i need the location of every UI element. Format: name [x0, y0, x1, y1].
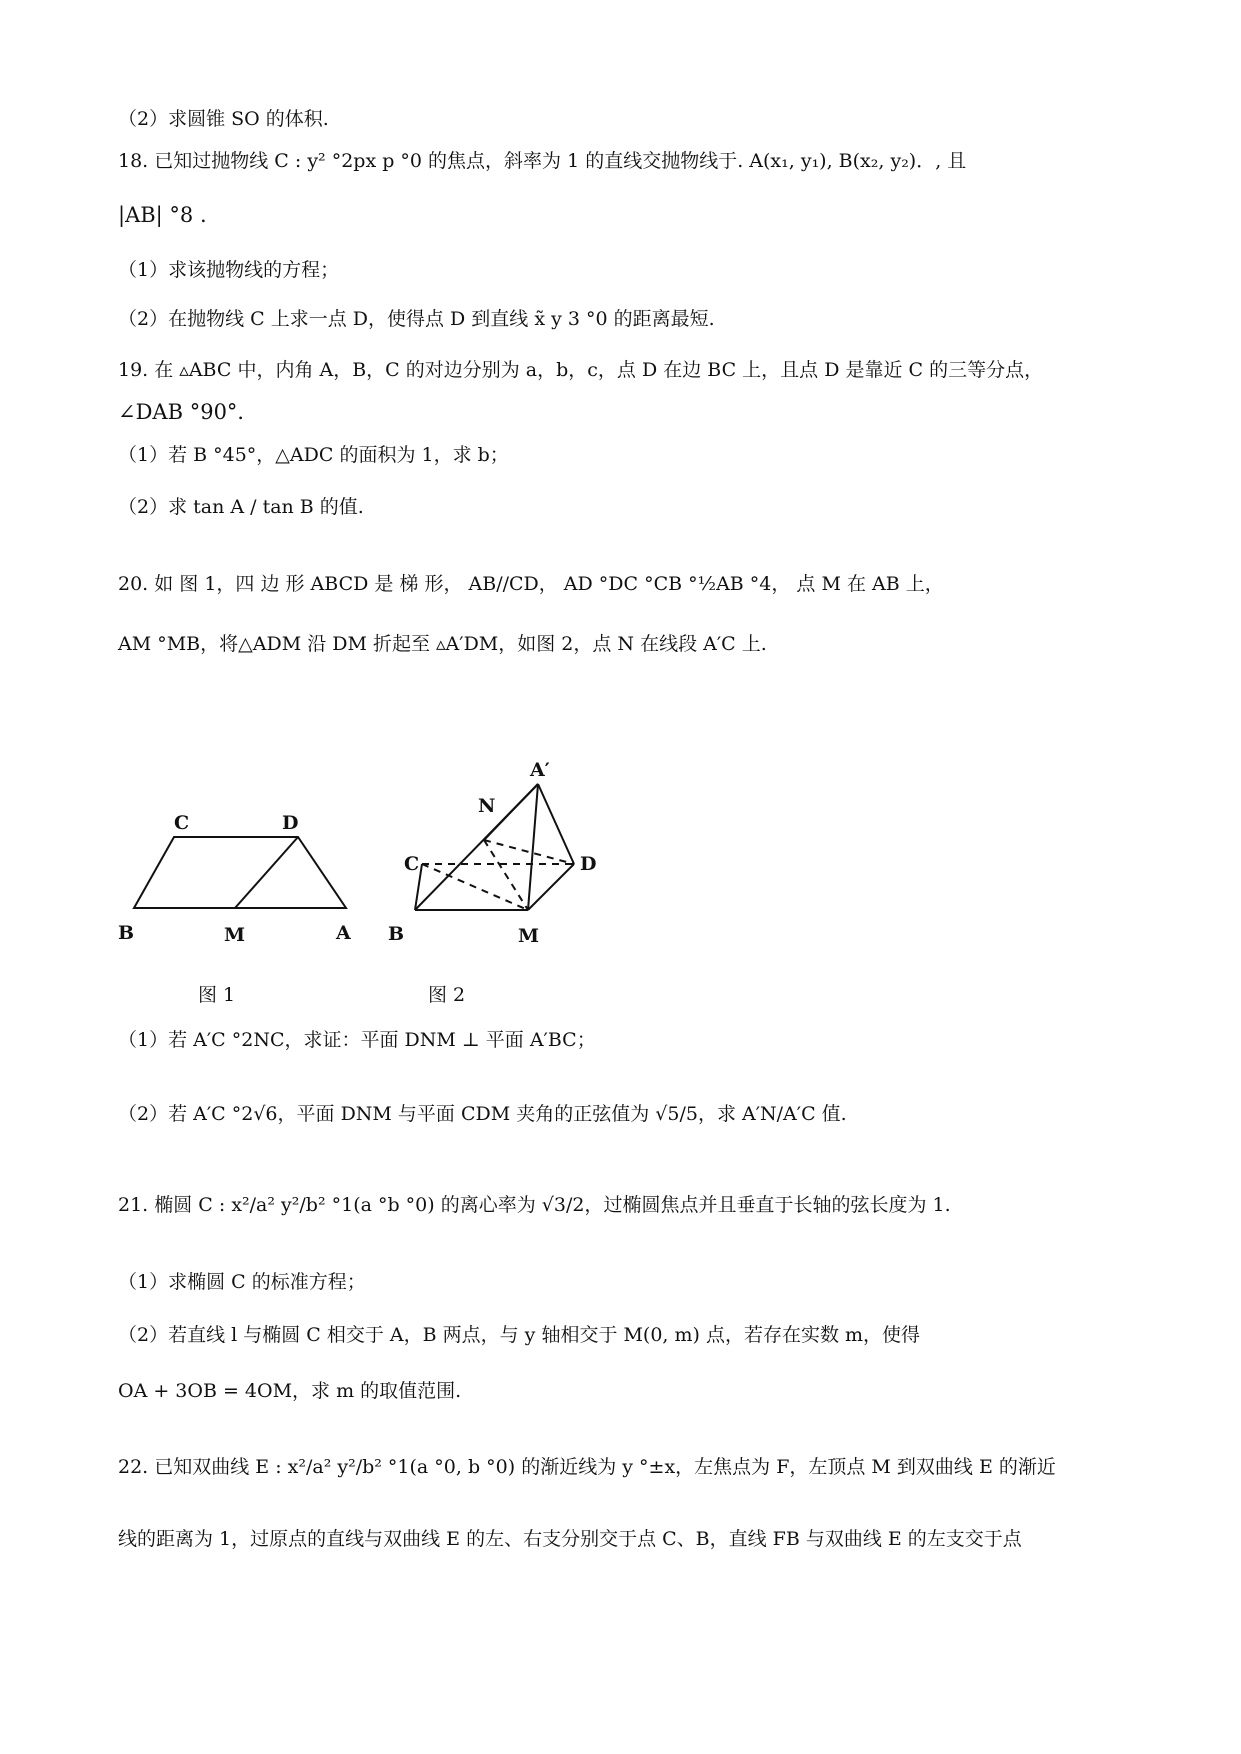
figure-2 — [370, 752, 630, 967]
line-4: （1）求该抛物线的方程； — [118, 259, 340, 281]
line-15: （1）求椭圆 C 的标准方程； — [118, 1271, 366, 1293]
fig2-label-C: C — [404, 853, 420, 875]
fig2-label-B: B — [388, 923, 405, 945]
line-7: ∠DAB °90°． — [118, 400, 259, 424]
fig1-label-D: D — [282, 812, 299, 834]
line-17: OA + 3OB = 4OM，求 m 的取值范围. — [118, 1380, 462, 1402]
fig2-label-A-prime: A′ — [530, 759, 550, 781]
fig1-label-M: M — [224, 924, 246, 946]
line-19: 线的距离为 1，过原点的直线与双曲线 E 的左、右支分别交于点 C、B，直线 FB 与双曲线 E 的左支交于点 — [118, 1528, 1022, 1550]
figure-2-caption: 图 2 — [428, 984, 466, 1006]
fig1-label-C: C — [174, 812, 190, 834]
line-13: （2）若 A′C °2√6，平面 DNM 与平面 CDM 夹角的正弦值为 √5/5，求 A′N/A′C 值. — [118, 1103, 847, 1125]
line-6: 19. 在 ▵ABC 中，内角 A，B，C 的对边分别为 a，b，c，点 D 在边 BC 上，且点 D 是靠近 C 的三等分点， — [118, 359, 1044, 381]
line-1: （2）求圆锥 SO 的体积. — [118, 108, 329, 130]
line-9: （2）求 tan A / tan B 的值. — [118, 496, 364, 518]
fig2-label-N: N — [478, 795, 496, 817]
fig1-label-A: A — [336, 922, 351, 944]
fig2-label-M: M — [518, 925, 540, 947]
line-16: （2）若直线 l 与椭圆 C 相交于 A，B 两点，与 y 轴相交于 M(0, m) 点，若存在实数 m，使得 — [118, 1324, 921, 1346]
line-8: （1）若 B °45°，△ADC 的面积为 1，求 b； — [118, 444, 509, 466]
line-5: （2）在抛物线 C 上求一点 D，使得点 D 到直线 x̃ y 3 °0 的距离最短. — [118, 308, 715, 330]
line-2: 18. 已知过抛物线 C : y² °2px p °0 的焦点，斜率为 1 的直线交抛物线于. A(x₁, y₁), B(x₂, y₂)．, 且 — [118, 150, 967, 172]
line-11: AM °MB，将△ADM 沿 DM 折起至 ▵A′DM，如图 2，点 N 在线段 A′C 上. — [118, 633, 767, 655]
line-12: （1）若 A′C °2NC，求证：平面 DNM ⊥ 平面 A′BC； — [118, 1029, 596, 1051]
line-10: 20. 如 图 1，四 边 形 ABCD 是 梯 形， AB//CD， AD °DC °CB °½AB °4， 点 M 在 AB 上， — [118, 573, 944, 595]
fig2-label-D: D — [580, 853, 597, 875]
figure-1 — [112, 805, 372, 975]
figure-1-caption: 图 1 — [198, 984, 236, 1006]
line-3: |AB| °8 . — [118, 203, 207, 227]
line-18: 22. 已知双曲线 E : x²/a² y²/b² °1(a °0, b °0) 的渐近线为 y °±x，左焦点为 F，左顶点 M 到双曲线 E 的渐近 — [118, 1456, 1056, 1478]
fig1-label-B: B — [118, 922, 135, 944]
line-14: 21. 椭圆 C : x²/a² y²/b² °1(a °b °0) 的离心率为 √3/2，过椭圆焦点并且垂直于长轴的弦长度为 1. — [118, 1194, 951, 1216]
